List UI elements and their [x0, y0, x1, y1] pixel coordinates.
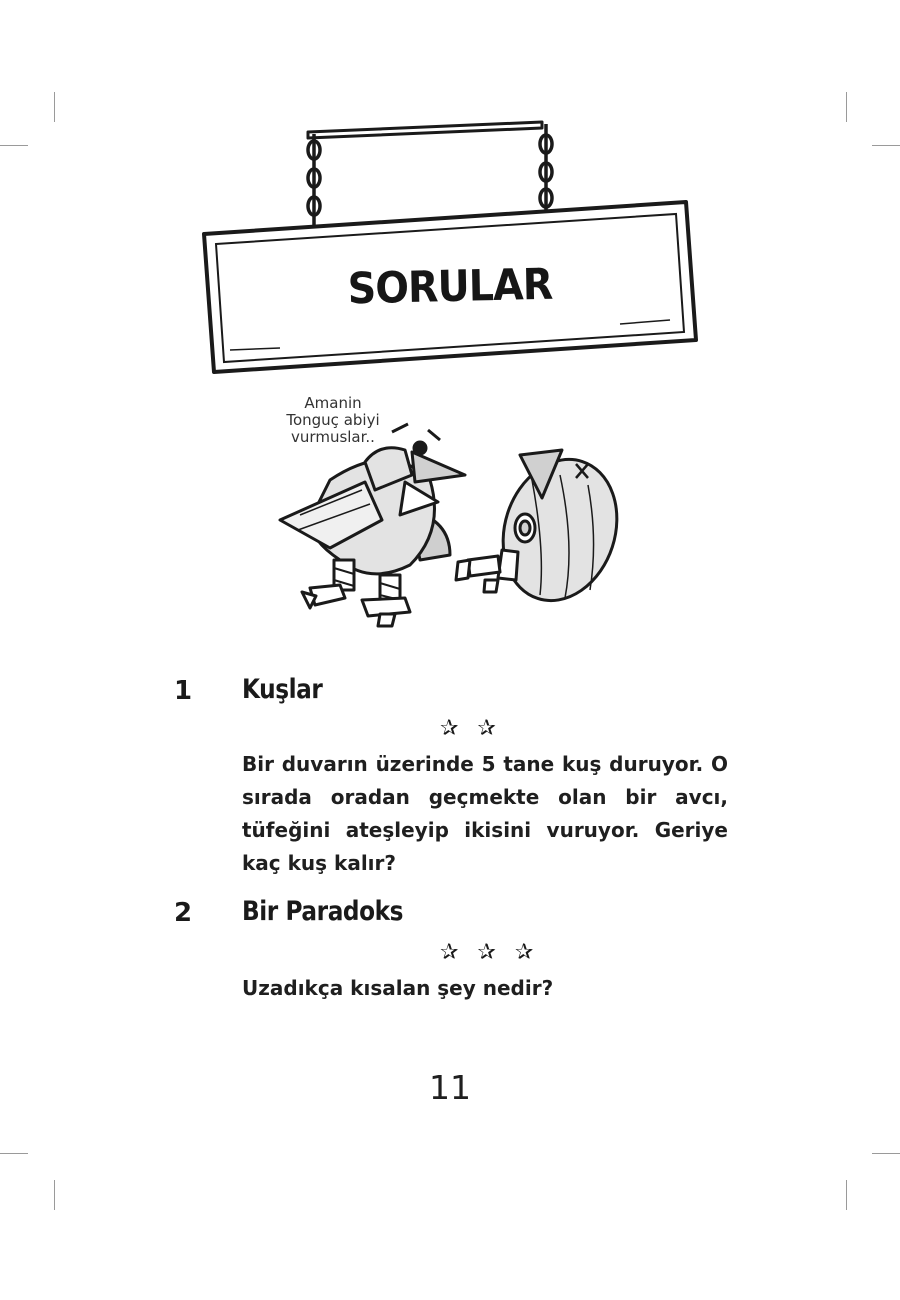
page-number: 11 — [429, 1068, 471, 1107]
crop-mark — [0, 145, 28, 146]
sign-title: SORULAR — [347, 259, 553, 315]
crop-mark — [54, 1180, 55, 1210]
difficulty-stars: ✰ ✰ ✰ — [440, 940, 540, 965]
speech-line: vurmuslar.. — [291, 428, 375, 446]
question-title: Kuşlar — [242, 674, 323, 705]
crop-mark — [872, 145, 900, 146]
speech-line: Tonguç abiyi — [286, 411, 380, 429]
question-number: 2 — [174, 898, 193, 928]
difficulty-stars: ✰ ✰ — [440, 716, 502, 741]
crop-mark — [54, 92, 55, 122]
question-title: Bir Paradoks — [242, 896, 404, 927]
hanging-sign-illustration — [190, 110, 710, 390]
question-number: 1 — [174, 676, 193, 706]
speech-line: Amanin — [304, 394, 362, 412]
crop-mark — [846, 92, 847, 122]
question-body: Bir duvarın üzerinde 5 tane kuş duruyor. O sırada oradan geçmekte olan bir avcı, tüfeğini ateşleyip ikisini vuruyor. Geriye kaç kuş kalır? — [242, 752, 728, 875]
crop-mark — [872, 1153, 900, 1154]
bandaged-bird-icon — [280, 424, 465, 626]
crop-mark — [846, 1180, 847, 1210]
birds-illustration — [270, 420, 630, 635]
question-body: Uzadıkça kısalan şey nedir? — [242, 976, 554, 1000]
fallen-bird-icon — [456, 445, 630, 616]
crop-mark — [0, 1153, 28, 1154]
